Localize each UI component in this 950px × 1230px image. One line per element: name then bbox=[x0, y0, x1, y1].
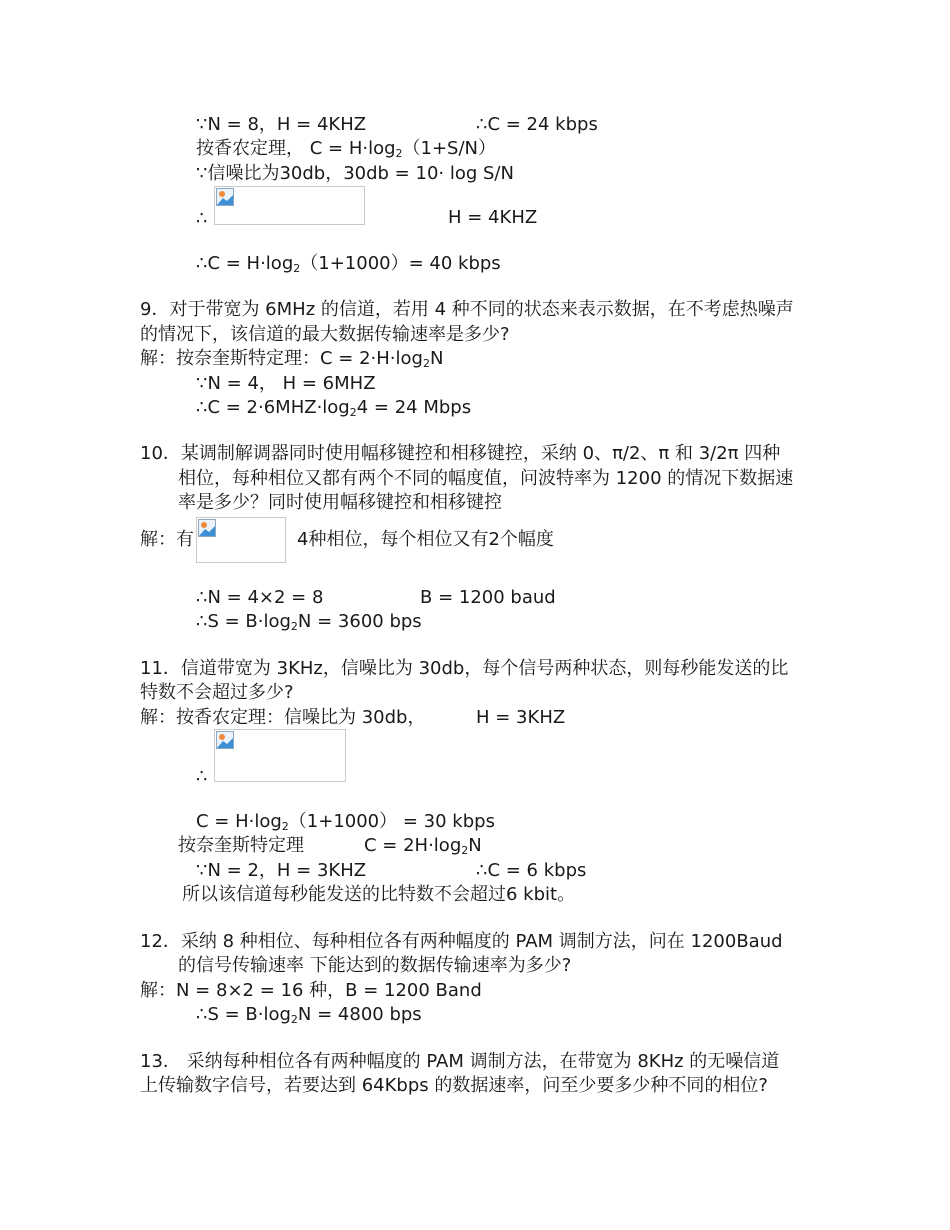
formula-line bbox=[196, 252, 501, 276]
formula-text: ∴C = H·log bbox=[196, 253, 294, 274]
subscript: 2 bbox=[461, 844, 469, 857]
broken-image-icon bbox=[216, 731, 234, 749]
formula-text: 按香农定理， C = H·log bbox=[196, 138, 396, 159]
solution-text: N bbox=[429, 348, 444, 369]
calc-line: H = 3KHZ bbox=[476, 707, 566, 728]
calc-line: B = 1200 baud bbox=[420, 587, 556, 608]
image-placeholder bbox=[214, 186, 365, 225]
therefore-symbol: ∴ bbox=[196, 208, 208, 229]
solution-text: 按奈奎斯特定理 bbox=[178, 835, 304, 856]
question-text: 9．对于带宽为 6MHz 的信道，若用 4 种不同的状态来表示数据，在不考虑热噪声 bbox=[140, 299, 794, 320]
formula-line bbox=[196, 137, 496, 161]
question-text: 11．信道带宽为 3KHz，信噪比为 30db，每个信号两种状态，则每秒能发送的比 bbox=[140, 658, 789, 679]
calc-result: ∴C = 24 kbps bbox=[476, 114, 598, 135]
therefore-symbol: ∴ bbox=[196, 766, 208, 787]
formula-line bbox=[196, 396, 471, 420]
question-text: 10．某调制解调器同时使用幅移键控和相移键控，采纳 0、π/2、π 和 3/2π 四种 bbox=[140, 443, 781, 464]
calc-line: ∴N = 4×2 = 8 bbox=[196, 587, 324, 608]
subscript: 2 bbox=[281, 820, 289, 833]
calc-line: ∵N = 2，H = 3KHZ bbox=[196, 860, 367, 881]
subscript: 2 bbox=[395, 147, 403, 160]
formula-text: 4 = 24 Mbps bbox=[356, 397, 472, 418]
question-text: 13． 采纳每种相位各有两种幅度的 PAM 调制方法，在带宽为 8KHz 的无噪信道 bbox=[140, 1051, 780, 1072]
solution-text: 解：有 bbox=[140, 529, 194, 550]
calc-line: ∵N = 4， H = 6MHZ bbox=[196, 373, 376, 394]
formula-text: N = 4800 bps bbox=[297, 1004, 422, 1025]
subscript: 2 bbox=[293, 262, 301, 275]
calc-result: ∴C = 6 kbps bbox=[476, 860, 587, 881]
formula-text: N = 3600 bps bbox=[297, 611, 422, 632]
calc-line: H = 4KHZ bbox=[448, 207, 538, 228]
subscript: 2 bbox=[290, 620, 298, 633]
solution-line bbox=[140, 347, 443, 371]
formula-text: ∴C = 2·6MHZ·log bbox=[196, 397, 350, 418]
formula-line bbox=[196, 1003, 422, 1027]
question-text: 12．采纳 8 种相位、每种相位各有两种幅度的 PAM 调制方法，问在 1200Baud bbox=[140, 931, 783, 952]
formula-text: （1+S/N） bbox=[402, 138, 497, 159]
image-placeholder bbox=[214, 729, 346, 782]
formula-text: ∴S = B·log bbox=[196, 1004, 291, 1025]
calc-line: ∵信噪比为30db，30db = 10· log S/N bbox=[196, 163, 514, 184]
question-text: 上传输数字信号，若要达到 64Kbps 的数据速率，问至少要多少种不同的相位? bbox=[140, 1075, 768, 1096]
subscript: 2 bbox=[422, 357, 430, 370]
solution-text: 4种相位，每个相位又有2个幅度 bbox=[297, 529, 554, 550]
formula-text: N bbox=[468, 835, 482, 856]
formula-line bbox=[196, 610, 422, 634]
question-text: 的信号传输速率 下能达到的数据传输速率为多少? bbox=[178, 955, 572, 976]
solution-text: 解：按奈奎斯特定理：C = 2·H·log bbox=[140, 348, 423, 369]
calc-line: ∵N = 8，H = 4KHZ bbox=[196, 114, 367, 135]
solution-text: 解：按香农定理：信噪比为 30db， bbox=[140, 707, 426, 728]
formula-line bbox=[196, 810, 495, 834]
broken-image-icon bbox=[198, 519, 216, 537]
question-text: 的情况下，该信道的最大数据传输速率是多少? bbox=[140, 324, 510, 345]
image-placeholder bbox=[196, 517, 286, 563]
question-text: 率是多少？同时使用幅移键控和相移键控 bbox=[178, 492, 502, 513]
formula-text: （1+1000） = 30 kbps bbox=[288, 811, 495, 832]
solution-text: 解：N = 8×2 = 16 种，B = 1200 Band bbox=[140, 980, 482, 1001]
question-text: 相位，每种相位又都有两个不同的幅度值，问波特率为 1200 的情况下数据速 bbox=[178, 468, 794, 489]
broken-image-icon bbox=[216, 188, 234, 206]
formula-line bbox=[364, 834, 482, 858]
formula-text: （1+1000）= 40 kbps bbox=[300, 253, 501, 274]
formula-text: C = 2H·log bbox=[364, 835, 462, 856]
subscript: 2 bbox=[349, 406, 357, 419]
question-text: 特数不会超过多少? bbox=[140, 682, 294, 703]
formula-text: ∴S = B·log bbox=[196, 611, 291, 632]
conclusion-text: 所以该信道每秒能发送的比特数不会超过6 kbit。 bbox=[182, 884, 576, 905]
formula-text: C = H·log bbox=[196, 811, 282, 832]
subscript: 2 bbox=[290, 1013, 298, 1026]
